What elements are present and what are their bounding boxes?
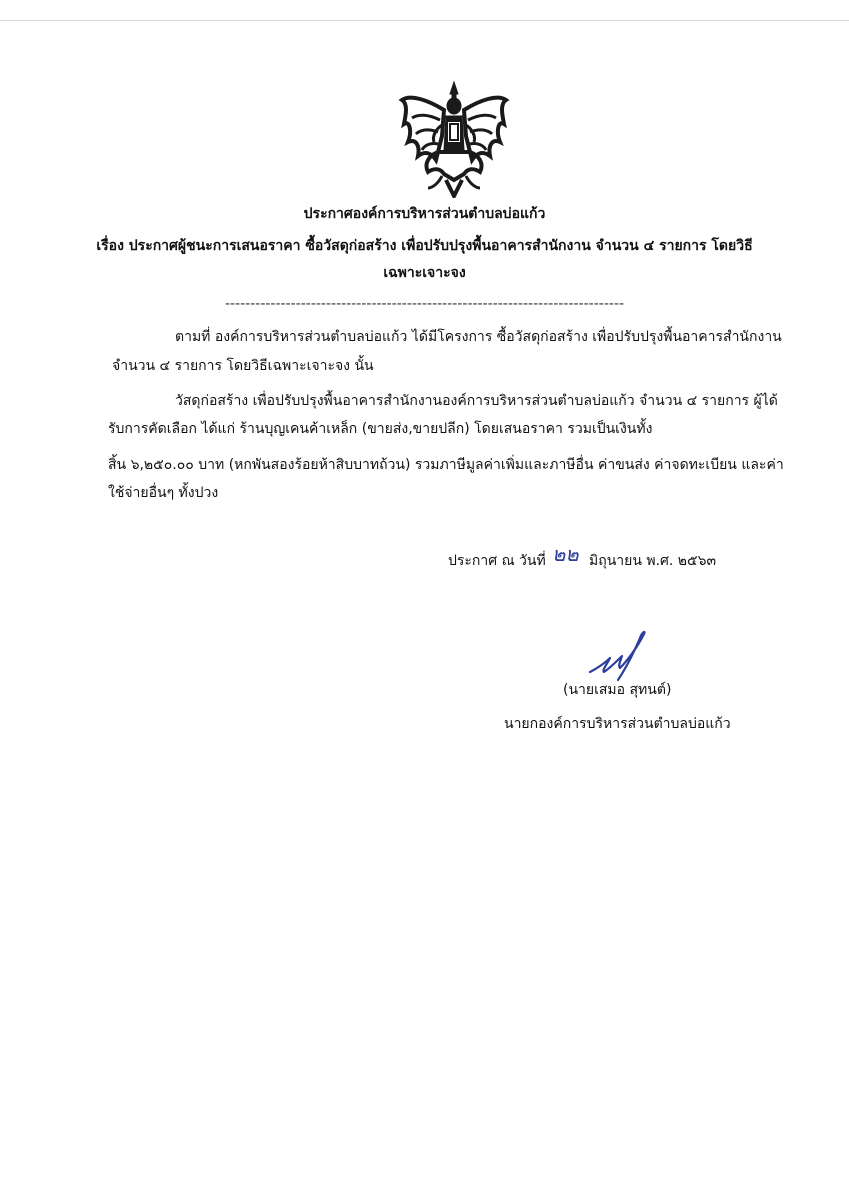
body-paragraph-2-line-2: รับการคัดเลือก ได้แก่ ร้านบุญเคนค้าเหล็ก (ขายส่ง,ขายปลีก) โดยเสนอราคา รวมเป็นเงินทั้ง: [108, 421, 653, 437]
date-prefix: ประกาศ ณ วันที่: [448, 553, 546, 569]
body-paragraph-2-line-4: ใช้จ่ายอื่นๆ ทั้งปวง: [108, 485, 219, 501]
document-subject-line-1: เรื่อง ประกาศผู้ชนะการเสนอราคา ซื้อวัสดุก่อสร้าง เพื่อปรับปรุงพื้นอาคารสำนักงาน จำนวน ๔ รายการ โดยวิธี: [96, 238, 753, 254]
body-paragraph-2-line-1: วัสดุก่อสร้าง เพื่อปรับปรุงพื้นอาคารสำนักงานองค์การบริหารส่วนตำบลบ่อแก้ว จำนวน ๔ รายการ ผู้ได้: [175, 393, 778, 409]
date-suffix: มิถุนายน พ.ศ. ๒๕๖๓: [588, 553, 717, 569]
scan-edge-line: [0, 20, 849, 21]
handwritten-signature-icon: [588, 628, 658, 688]
document-subject-line-2: เฉพาะเจาะจง: [383, 265, 466, 281]
signer-position: นายกองค์การบริหารส่วนตำบลบ่อแก้ว: [504, 716, 731, 732]
signer-name: (นายเสมอ สุทนต์): [563, 682, 672, 698]
body-paragraph-1-line-1: ตามที่ องค์การบริหารส่วนตำบลบ่อแก้ว ได้มีโครงการ ซื้อวัสดุก่อสร้าง เพื่อปรับปรุงพื้นอาคารสำนักงาน: [175, 329, 782, 345]
date-day-handwritten: ๒๒: [552, 542, 579, 566]
garuda-emblem-icon: [398, 80, 510, 198]
document-title: ประกาศองค์การบริหารส่วนตำบลบ่อแก้ว: [303, 206, 546, 222]
divider-line: -------------------------------------------------------------------------------: [224, 296, 625, 312]
body-paragraph-2-line-3: สิ้น ๖,๒๕๐.๐๐ บาท (หกพันสองร้อยห้าสิบบาทถ้วน) รวมภาษีมูลค่าเพิ่มและภาษีอื่น ค่าขนส่ง ค่าจดทะเบียน และค่า: [108, 457, 784, 473]
announcement-date: [448, 542, 717, 571]
body-paragraph-1-line-2: จำนวน ๔ รายการ โดยวิธีเฉพาะเจาะจง นั้น: [112, 358, 374, 374]
